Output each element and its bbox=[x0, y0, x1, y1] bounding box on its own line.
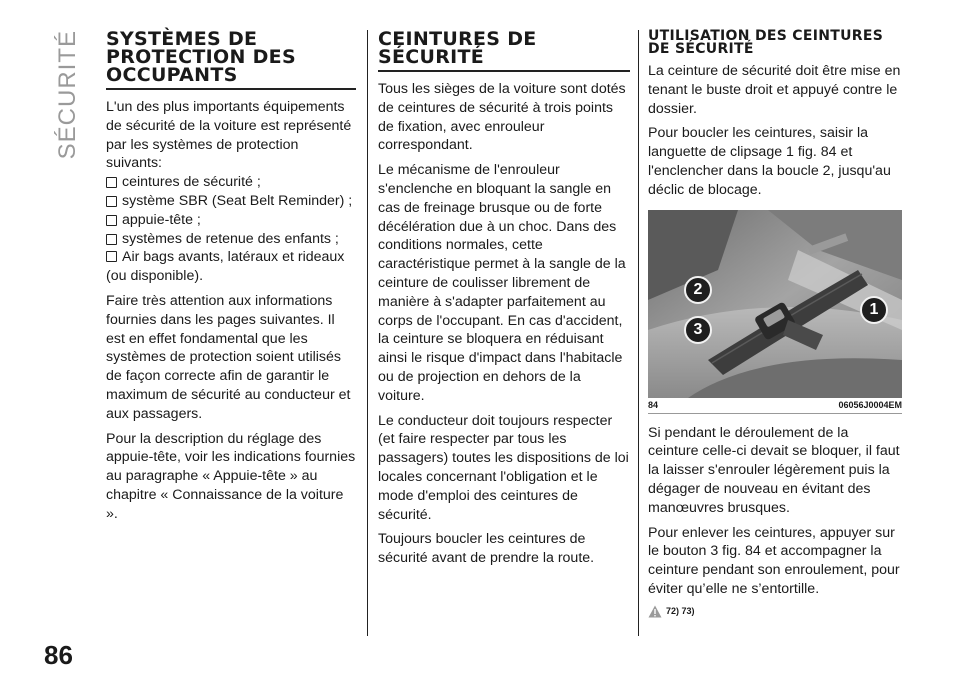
checkbox-bullet-icon bbox=[106, 234, 117, 245]
paragraph: Tous les sièges de la voiture sont dotés de ceintures de sécurité à trois points de fixation, avec enrouleur correspondant. bbox=[378, 81, 626, 154]
checkbox-bullet-icon bbox=[106, 196, 117, 207]
paragraph: Si pendant le déroulement de la ceinture celle-ci devait se bloquer, il faut la laisser s'enrouler légèrement puis la dégager de nouveau en évitant des manœuvres brusques. bbox=[648, 424, 900, 516]
section-title-occupant-protection: SYSTÈMES DE PROTECTION DES OCCUPANTS bbox=[106, 30, 356, 90]
intro-paragraph: L'un des plus importants équipements de sécurité de la voiture est représenté par les systèmes de protection suivants: bbox=[106, 99, 352, 172]
callout-1: 1 bbox=[860, 296, 888, 324]
callout-3: 3 bbox=[684, 316, 712, 344]
list-item: Air bags avants, latéraux et rideaux (ou disponible). bbox=[106, 249, 345, 285]
list-item: systèmes de retenue des enfants ; bbox=[106, 230, 356, 249]
section-side-tab-label: SÉCURITÉ bbox=[54, 30, 81, 160]
paragraph: Faire très attention aux informations fournies dans les pages suivantes. Il est en effet fondamental que les systèmes de protection soient utilisés de façon correcte afin de garantir le maximum de sécurité au conducteur et aux passagers. bbox=[106, 292, 351, 422]
column-seat-belts bbox=[378, 30, 630, 574]
warning-triangle-icon bbox=[648, 605, 662, 618]
paragraph: Le conducteur doit toujours respecter (et faire respecter par tous les passagers) toutes les dispositions de loi locales concernant l'obligation et le mode d'emploi des ceintures de sécurité. bbox=[378, 412, 629, 523]
section-side-tab bbox=[54, 30, 81, 160]
column-occupant-protection bbox=[106, 30, 356, 530]
figure-number: 84 bbox=[648, 399, 659, 410]
paragraph: La ceinture de sécurité doit être mise en tenant le buste droit et appuyé contre le dossier. bbox=[648, 63, 901, 117]
figure-seat-belt-buckle bbox=[648, 210, 902, 398]
section-title-seat-belts: CEINTURES DE SÉCURITÉ bbox=[378, 30, 630, 72]
column-divider bbox=[638, 30, 639, 636]
callout-2: 2 bbox=[684, 276, 712, 304]
list-item: appuie-tête ; bbox=[106, 211, 356, 230]
warning-reference bbox=[648, 605, 902, 618]
paragraph: Pour boucler les ceintures, saisir la languette de clipsage 1 fig. 84 et l'enclencher dans la boucle 2, jusqu'au déclic de blocage. bbox=[648, 125, 891, 198]
section-title-using-seat-belts: UTILISATION DES CEINTURES DE SÉCURITÉ bbox=[648, 28, 884, 57]
warning-refs: 72) 73) bbox=[666, 606, 695, 617]
list-item: système SBR (Seat Belt Reminder) ; bbox=[106, 192, 356, 211]
checkbox-bullet-icon bbox=[106, 177, 117, 188]
figure-code: 06056J0004EM bbox=[838, 399, 902, 410]
paragraph: Pour la description du réglage des appuie-tête, voir les indications fournies au paragraphe « Appuie-tête » au chapitre « Connaissance de la voiture ». bbox=[106, 430, 356, 522]
page-number: 86 bbox=[44, 640, 73, 670]
paragraph: Pour enlever les ceintures, appuyer sur le bouton 3 fig. 84 et accompagner la ceinture pendant son enroulement, pour éviter qu’elle ne s’entortille. bbox=[648, 524, 900, 597]
paragraph: Toujours boucler les ceintures de sécurité avant de prendre la route. bbox=[378, 531, 595, 567]
checkbox-bullet-icon bbox=[106, 215, 117, 226]
checkbox-bullet-icon bbox=[106, 251, 117, 262]
column-divider bbox=[367, 30, 368, 636]
list-item: ceintures de sécurité ; bbox=[106, 173, 356, 192]
figure-caption bbox=[648, 398, 902, 414]
protection-systems-list bbox=[106, 173, 356, 286]
column-using-seat-belts bbox=[648, 30, 902, 618]
paragraph: Le mécanisme de l'enrouleur s'enclenche en bloquant la sangle en cas de freinage brusque ou de forte décélération due à un choc. Dans des conditions normales, cette caractéristique permet à la sangle de la ceinture de coulisser librement de manière à s'adapter parfaitement au corps de l'occupant. En cas d'accident, la ceinture se bloquera en réduisant ainsi le risque d'impact dans l'habitacle ou de projection en dehors de la voiture. bbox=[378, 162, 626, 404]
